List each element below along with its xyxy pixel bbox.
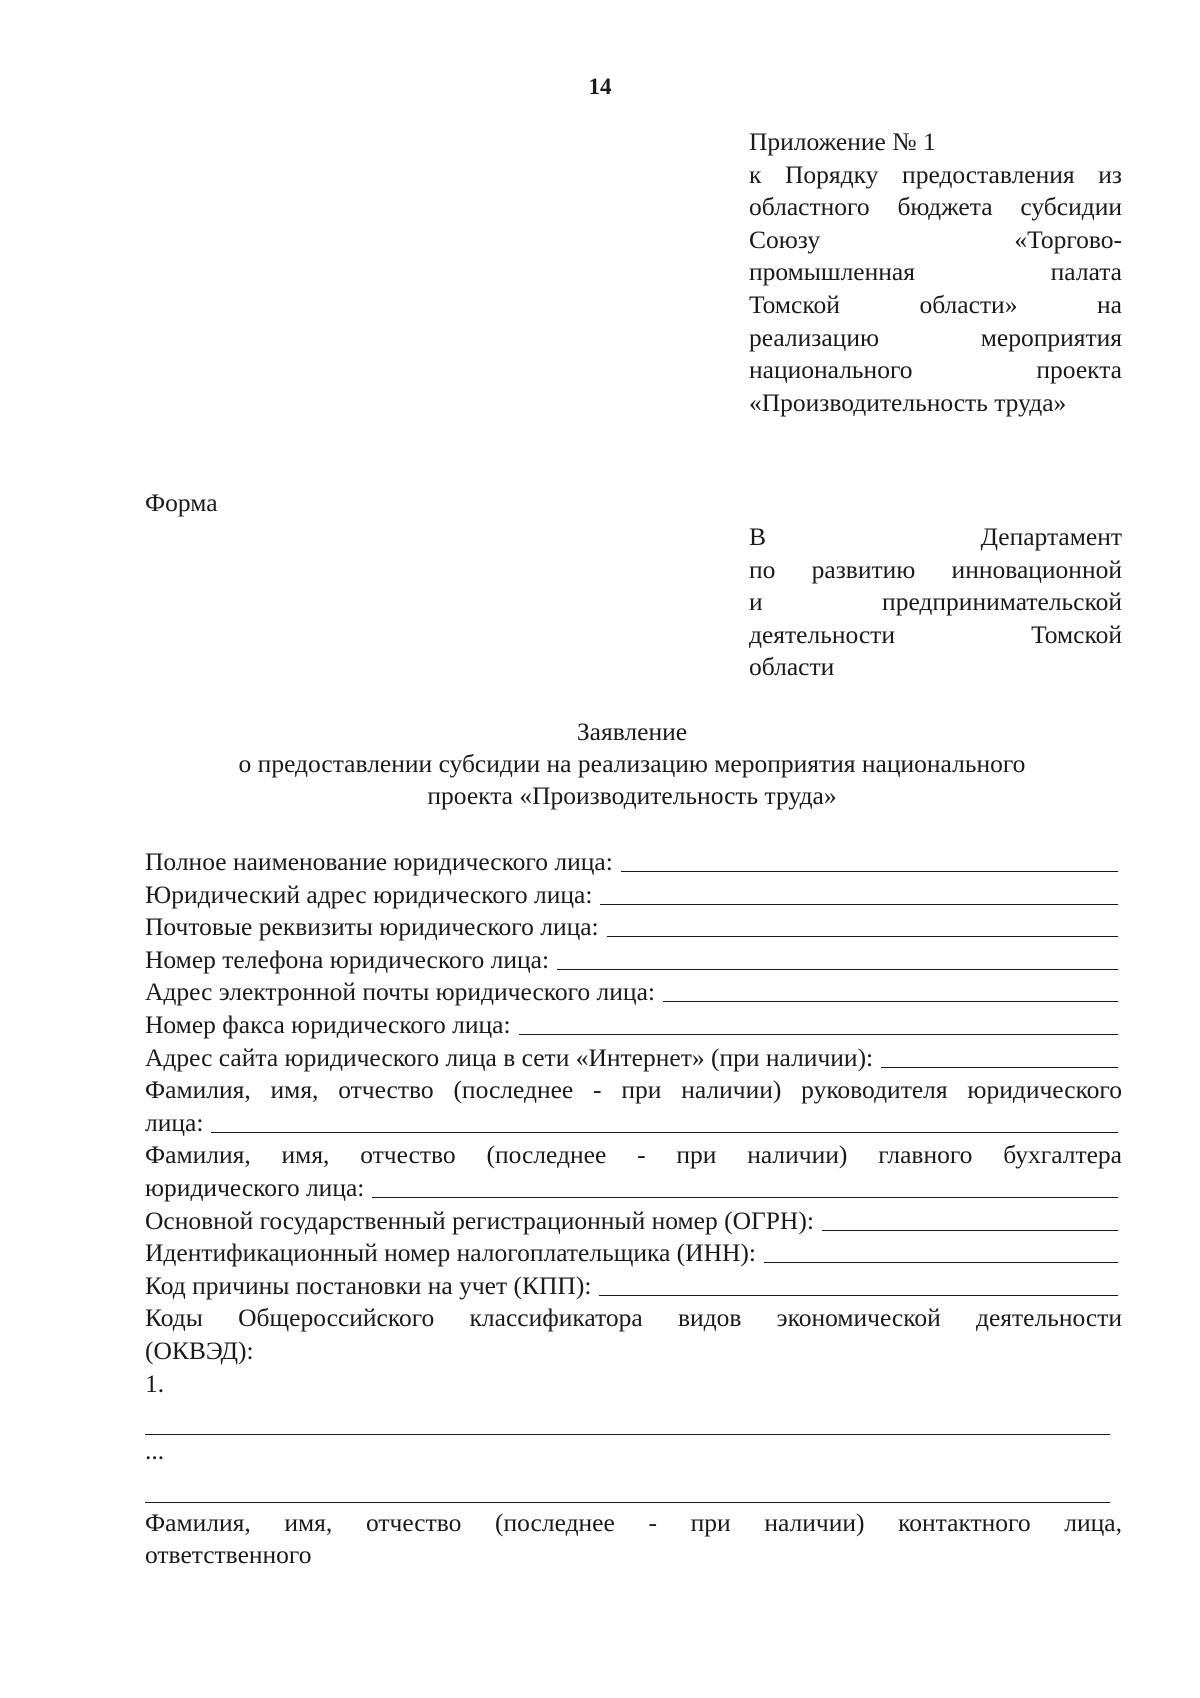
field-phone — [145, 944, 1122, 977]
okved-blank[interactable] — [145, 1468, 1110, 1503]
field-label: Фамилия, имя, отчество (последнее - при наличии) главного бухгалтера — [145, 1140, 1122, 1170]
fill-in-blank[interactable] — [764, 1242, 1118, 1263]
field-accountant — [145, 1172, 1122, 1205]
okved-blank[interactable] — [145, 1400, 1110, 1435]
okved-item-number: 1. — [145, 1368, 165, 1398]
field-label: Фамилия, имя, отчество (последнее - при наличии) руководителя юридического — [145, 1075, 1122, 1105]
appendix-line: к Порядку предоставления из — [749, 159, 1122, 189]
field-label: ответственного — [145, 1540, 312, 1570]
appendix-line: областного бюджета субсидии — [749, 192, 1122, 222]
field-inn — [145, 1237, 1122, 1270]
field-label: (ОКВЭД): — [145, 1335, 254, 1365]
fill-in-blank[interactable] — [599, 1275, 1118, 1296]
field-label: Код причины постановки на учет (КПП): — [145, 1270, 592, 1300]
field-label: Номер факса юридического лица: — [145, 1009, 511, 1039]
field-label: Юридический адрес юридического лица: — [145, 879, 593, 909]
fill-in-blank[interactable] — [663, 981, 1118, 1002]
fill-in-blank[interactable] — [607, 916, 1118, 937]
fill-in-blank[interactable] — [621, 851, 1118, 872]
fill-in-blank[interactable] — [822, 1210, 1118, 1231]
field-kpp — [145, 1270, 1122, 1303]
fill-in-blank[interactable] — [881, 1047, 1118, 1068]
field-full-name — [145, 846, 1122, 879]
addressee-line: В Департамент — [749, 522, 1122, 551]
field-label: Фамилия, имя, отчество (последнее - при наличии) контактного лица, — [145, 1507, 1122, 1537]
addressee-line: деятельности Томской — [749, 619, 1122, 649]
field-director — [145, 1107, 1122, 1140]
field-email — [145, 976, 1122, 1009]
document-title — [0, 716, 1200, 812]
appendix-reference — [749, 126, 1122, 419]
field-label: юридического лица: — [145, 1172, 365, 1202]
field-website — [145, 1042, 1122, 1075]
field-label: Идентификационный номер налогоплательщика (ИНН): — [145, 1238, 756, 1268]
fill-in-blank[interactable] — [372, 1177, 1118, 1198]
field-label: Номер телефона юридического лица: — [145, 944, 550, 974]
addressee-line: области — [749, 652, 835, 682]
page-number: 14 — [588, 74, 612, 99]
appendix-line: Приложение № 1 — [749, 127, 936, 156]
field-label: Почтовые реквизиты юридического лица: — [145, 912, 599, 942]
title-subheading: проекта «Производительность труда» — [427, 781, 837, 810]
addressee-line: и предпринимательской — [749, 587, 1122, 617]
appendix-line: промышленная палата — [749, 257, 1122, 287]
fill-in-blank[interactable] — [519, 1014, 1118, 1035]
field-label: лица: — [145, 1107, 204, 1137]
title-heading: Заявление — [576, 717, 688, 746]
addressee-block — [749, 521, 1122, 684]
field-label: Адрес электронной почты юридического лица: — [145, 977, 655, 1007]
field-label: Коды Общероссийского классификатора видов экономической деятельности — [145, 1303, 1122, 1333]
field-label: Адрес сайта юридического лица в сети «Интернет» (при наличии): — [145, 1042, 874, 1072]
appendix-line: реализацию мероприятия — [749, 322, 1122, 352]
application-fields — [145, 846, 1122, 1572]
addressee-line: по развитию инновационной — [749, 554, 1122, 584]
okved-ellipsis: ... — [145, 1436, 165, 1466]
field-label: Основной государственный регистрационный номер (ОГРН): — [145, 1205, 814, 1235]
appendix-line: национального проекта — [749, 355, 1122, 385]
appendix-line: Союзу «Торгово- — [749, 224, 1122, 254]
appendix-line: Томской области» на — [749, 289, 1122, 319]
field-legal-address — [145, 879, 1122, 912]
fill-in-blank[interactable] — [600, 884, 1118, 905]
field-fax — [145, 1009, 1122, 1042]
form-label: Форма — [145, 488, 218, 517]
appendix-line: «Производительность труда» — [749, 387, 1067, 417]
field-ogrn — [145, 1205, 1122, 1238]
fill-in-blank[interactable] — [557, 949, 1118, 970]
title-subheading: о предоставлении субсидии на реализацию мероприятия национального — [238, 749, 1026, 778]
field-postal-details — [145, 911, 1122, 944]
field-label: Полное наименование юридического лица: — [145, 847, 613, 876]
fill-in-blank[interactable] — [211, 1112, 1118, 1133]
